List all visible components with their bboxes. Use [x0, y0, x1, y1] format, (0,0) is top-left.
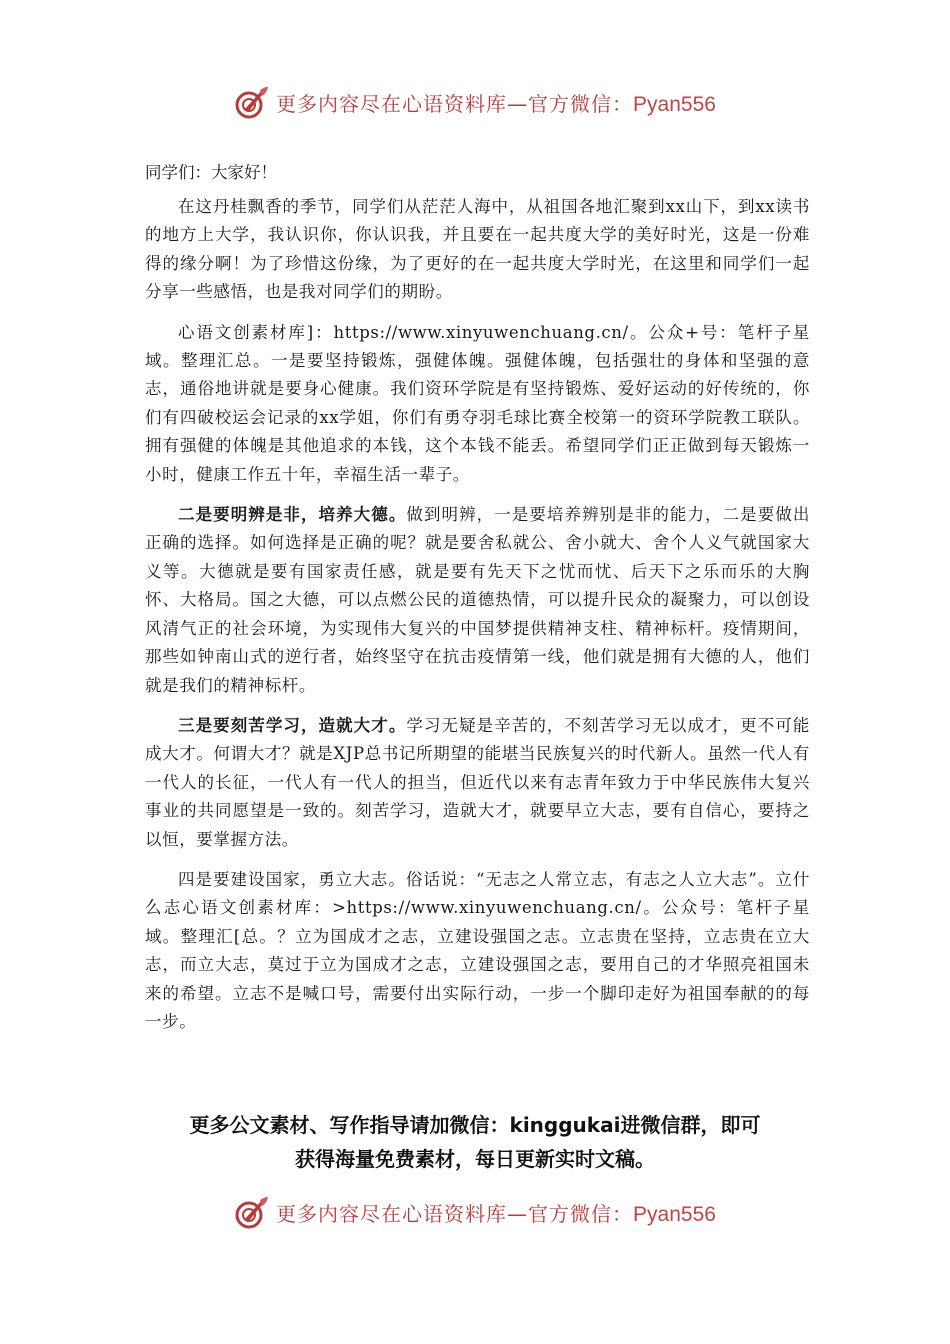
paragraph-1: [145, 193, 810, 307]
paragraph-1-text: 在这丹桂飘香的季节，同学们从茫茫人海中，从祖国各地汇聚到xx山下，到xx读书的地方上大学，我认识你，你认识我，并且要在一起共度大学的美好时光，这是一份难得的缘分啊！为了珍惜这份缘，为了更好的在一起共度大学时光，在这里和同学们一起分享一些感悟，也是我对同学们的期盼。: [145, 197, 810, 302]
header-banner: [0, 82, 950, 122]
paragraph-2: [145, 319, 810, 489]
paragraph-3: [145, 501, 810, 700]
paragraph-5: [145, 866, 810, 1036]
paragraph-3-lead: 二是要明辨是非，培养大德。: [178, 505, 407, 525]
paragraph-5-text: 四是要建设国家，勇立大志。俗话说：“无志之人常立志，有志之人立大志”。立什么志心语文创素材库：>https://www.xinyuwenchuang.cn/。公众号：笔杆子星域。整理汇[总。？立为国成才之志，立建设强国之志。立志贵在坚持，立志贵在立大志，而立大志，莫过于立为国成才之志，立建设强国之志，要用自己的才华照亮祖国未来的希望。立志不是喊口号，需要付出实际行动，一步一个脚印走好为祖国奉献的的每一步。: [145, 869, 810, 1031]
paragraph-4-text: 学习无疑是辛苦的，不刻苦学习无以成才，更不可能成大才。何谓大才？就是XJP总书记所期望的能堪当民族复兴的时代新人。虽然一代人有一代人的长征，一代人有一代人的担当，但近代以来有志青年致力于中华民族伟大复兴事业的共同愿望是一致的。刻苦学习，造就大才，就要早立大志，要有自信心，要持之以恒，要掌握方法。: [145, 715, 810, 849]
paragraph-4-lead: 三是要刻苦学习，造就大才。: [178, 715, 407, 735]
header-wechat-id: Pyan556: [633, 92, 716, 116]
quill-logo-icon: [234, 84, 270, 120]
promo-line-1: 更多公文素材、写作指导请加微信：kinggukai进微信群，即可: [189, 1113, 761, 1137]
paragraph-4: [145, 712, 810, 854]
header-banner-text: 更多内容尽在心语资料库—官方微信：Pyan556: [276, 91, 716, 116]
quill-logo-icon: [234, 1194, 270, 1230]
greeting: 同学们：大家好！: [145, 163, 277, 182]
paragraph-2-text: 心语文创素材库]：https://www.xinyuwenchuang.cn/。公众+号：笔杆子星域。整理汇总。一是要坚持锻炼，强健体魄。强健体魄，包括强壮的身体和坚强的意志，通俗地讲就是要身心健康。我们资环学院是有坚持锻炼、爱好运动的好传统的，你们有四破校运会记录的xx学姐，你们有勇夺羽毛球比赛全校第一的资环学院教工联队。拥有强健的体魄是其他追求的本钱，这个本钱不能丢。希望同学们正正做到每天锻炼一小时，健康工作五十年，幸福生活一辈子。: [145, 322, 810, 484]
paragraph-3-text: 做到明辨，一是要培养辨别是非的能力，二是要做出正确的选择。如何选择是正确的呢？就是要舍私就公、舍小就大、舍个人义气就国家大义等。大德就是要有国家责任感，就是要有先天下之忧而忧、后天下之乐而乐的大胸怀、大格局。国之大德，可以点燃公民的道德热情，可以提升民众的凝聚力，可以创设风清气正的社会环境，为实现伟大复兴的中国梦提供精神支柱、精神标杆。疫情期间，那些如钟南山式的逆行者，始终坚守在抗击疫情第一线，他们就是拥有大德的人，他们就是我们的精神标杆。: [145, 505, 810, 695]
footer-banner-text: 更多内容尽在心语资料库—官方微信：Pyan556: [276, 1201, 716, 1226]
letter-body: [145, 158, 810, 1048]
promo-line-2: 获得海量免费素材，每日更新实时文稿。: [295, 1147, 655, 1171]
footer-banner: [0, 1192, 950, 1232]
footer-wechat-id: Pyan556: [633, 1202, 716, 1226]
promo-notice: [0, 1108, 950, 1176]
